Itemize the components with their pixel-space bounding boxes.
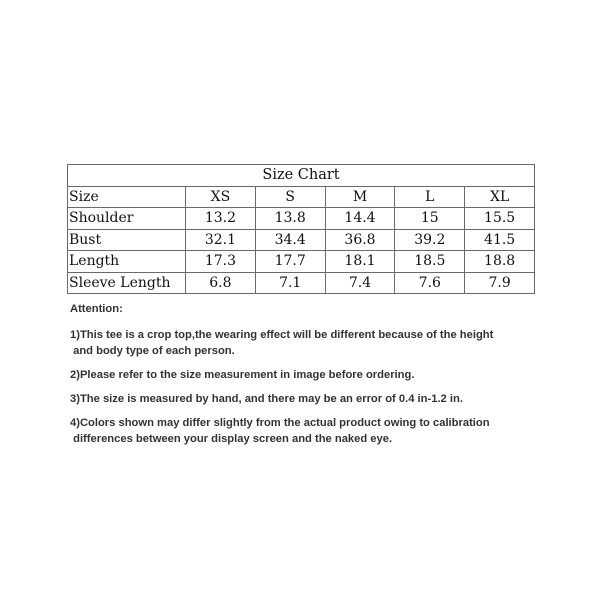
note-line: 4)Colors shown may differ slightly from the actual product owing to calibration (70, 417, 490, 429)
table-row-shoulder (68, 208, 535, 230)
table-cell: 7.1 (255, 272, 325, 294)
table-cell: 17.3 (186, 251, 256, 273)
table-row-sleeve-length (68, 272, 535, 294)
note-line: differences between your display screen and the naked eye. (70, 433, 393, 445)
table-cell: 15 (395, 208, 465, 230)
table-cell: 41.5 (465, 229, 535, 251)
note-line: 1)This tee is a crop top,the wearing effect will be different because of the height (70, 329, 494, 341)
table-cell: 36.8 (325, 229, 395, 251)
header-size-xs: XS (186, 186, 256, 208)
size-chart-title: Size Chart (68, 165, 535, 187)
table-row-length (68, 251, 535, 273)
header-size-l: L (395, 186, 465, 208)
table-cell: 18.5 (395, 251, 465, 273)
table-cell: 7.4 (325, 272, 395, 294)
attention-note-2 (70, 367, 540, 383)
row-label: Length (68, 251, 186, 273)
attention-notes (70, 301, 540, 455)
header-size-s: S (255, 186, 325, 208)
table-cell: 13.2 (186, 208, 256, 230)
attention-heading: Attention: (70, 303, 123, 315)
attention-note-3 (70, 391, 540, 407)
table-cell: 39.2 (395, 229, 465, 251)
attention-note-1 (70, 327, 540, 359)
row-label: Sleeve Length (68, 272, 186, 294)
table-row-bust (68, 229, 535, 251)
header-size-xl: XL (465, 186, 535, 208)
table-cell: 17.7 (255, 251, 325, 273)
row-label: Shoulder (68, 208, 186, 230)
table-cell: 14.4 (325, 208, 395, 230)
table-cell: 18.8 (465, 251, 535, 273)
size-header-row (68, 186, 535, 208)
row-label: Bust (68, 229, 186, 251)
table-cell: 7.6 (395, 272, 465, 294)
table-cell: 7.9 (465, 272, 535, 294)
size-chart-title-row (68, 165, 535, 187)
note-line: 2)Please refer to the size measurement in image before ordering. (70, 369, 415, 381)
attention-note-4 (70, 415, 540, 447)
table-cell: 13.8 (255, 208, 325, 230)
table-cell: 15.5 (465, 208, 535, 230)
header-size-label: Size (68, 186, 186, 208)
table-cell: 18.1 (325, 251, 395, 273)
table-cell: 32.1 (186, 229, 256, 251)
size-chart-table (67, 164, 535, 294)
note-line: 3)The size is measured by hand, and there may be an error of 0.4 in-1.2 in. (70, 393, 463, 405)
note-line: and body type of each person. (70, 345, 235, 357)
header-size-m: M (325, 186, 395, 208)
table-cell: 34.4 (255, 229, 325, 251)
table-cell: 6.8 (186, 272, 256, 294)
